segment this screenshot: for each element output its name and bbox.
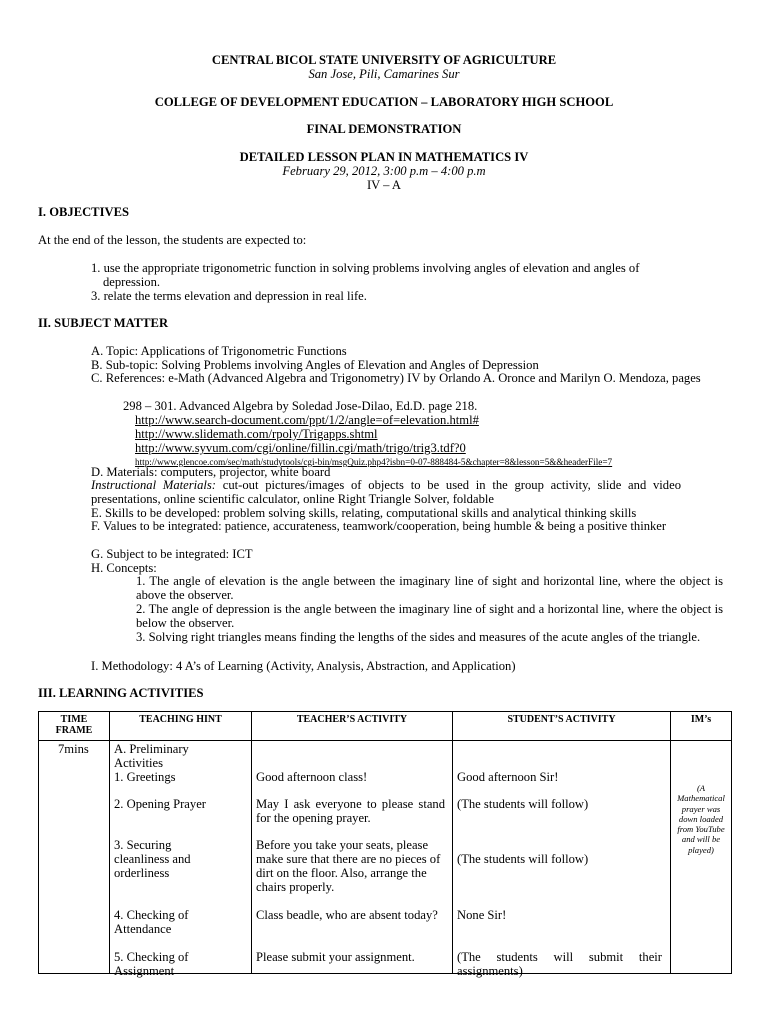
time-frame-cell [39,741,110,974]
lesson-plan-title: DETAILED LESSON PLAN IN MATHEMATICS IV [239,150,529,164]
column-header: STUDENT’S ACTIVITY [453,712,671,741]
references: C. References: e-Math (Advanced Algebra and Trigonometry) IV by Orlando A. Oronce and Marilyn O. Mendoza, pages [91,371,701,385]
university-location: San Jose, Pili, Camarines Sur [308,67,460,81]
student-activity: (The students will submit their assignments) [457,950,662,978]
teaching-hint: A. Preliminary Activities [114,742,189,770]
teaching-hint: 2. Opening Prayer [114,797,206,811]
materials: D. Materials: computers, projector, white board [91,465,331,479]
learning-activities-table [38,711,732,978]
reference-pages: 298 – 301. Advanced Algebra by Soledad Jose-Dilao, Ed.D. page 218. [123,399,478,413]
student-activity: None Sir! [457,908,507,922]
concept-2: 2. The angle of depression is the angle between the imaginary line of sight and a horizontal line, where the object is below the observer. [136,602,723,630]
instructional-materials-text: cut-out pictures/images of objects to be used in the group activity, slide and video presentations, online scientific calculator, online Right Triangle Solver, foldable [91,478,681,506]
ims-cell [671,741,732,974]
column-header: TEACHER’S ACTIVITY [252,712,453,741]
teacher-activity: Class beadle, who are absent today? [256,908,438,922]
learning-activities-heading: III. LEARNING ACTIVITIES [38,686,204,700]
concepts-heading: H. Concepts: [91,561,157,575]
teacher-activity: May I ask everyone to please stand for the opening prayer. [256,797,445,825]
column-header: TIME FRAME [39,712,110,741]
student-activity: (The students will follow) [457,797,589,811]
teacher-activity-cell [252,741,453,974]
reference-link-1[interactable]: http://www.search-document.com/ppt/1/2/angle=of=elevation.html# [135,413,479,427]
teaching-hint: 4. Checking of Attendance [114,908,189,936]
objective-item-1: 1. use the appropriate trigonometric function in solving problems involving angles of elevation and angles of [91,261,640,275]
student-activity-cell [453,741,671,978]
reference-link-2[interactable]: http://www.slidemath.com/rpoly/Trigapps.shtml [135,427,378,441]
column-header: IM’s [671,712,732,741]
sub-topic: B. Sub-topic: Solving Problems involving Angles of Elevation and Angles of Depression [91,358,539,372]
subject-matter-heading: II. SUBJECT MATTER [38,316,169,330]
objective-item-3: 3. relate the terms elevation and depression in real life. [91,289,367,303]
topic: A. Topic: Applications of Trigonometric Functions [91,344,347,358]
reference-link-4[interactable]: http://www.glencoe.com/sec/math/studytools/cgi-bin/msgQuiz.php4?isbn=0-07-888484-5&chapter=8&lesson=5&&headerFile=7 [135,457,613,467]
values: F. Values to be integrated: patience, accurateness, teamwork/cooperation, being humble & being a positive thinker [91,519,667,533]
teacher-activity: Good afternoon class! [256,770,368,784]
university-name: CENTRAL BICOL STATE UNIVERSITY OF AGRICULTURE [211,53,557,67]
objectives-heading: I. OBJECTIVES [38,205,129,219]
teaching-hint: 1. Greetings [114,770,176,784]
teaching-hint: 5. Checking of Assignment [114,950,189,978]
ims-note: (A Mathematical prayer was down loaded from YouTube and will be played) [677,783,725,855]
demonstration-title: FINAL DEMONSTRATION [306,122,462,136]
class-section: IV – A [366,178,402,192]
methodology: I. Methodology: 4 A’s of Learning (Activity, Analysis, Abstraction, and Application) [91,659,516,673]
skills: E. Skills to be developed: problem solving skills, relating, computational skills and analytical thinking skills [91,506,637,520]
teacher-activity: Please submit your assignment. [256,950,415,964]
college-name: COLLEGE OF DEVELOPMENT EDUCATION – LABORATORY HIGH SCHOOL [154,95,614,109]
objective-item-1-continued: depression. [103,275,161,289]
concept-1: 1. The angle of elevation is the angle between the imaginary line of sight and horizontal line, where the object is above the observer. [136,574,723,602]
student-activity: Good afternoon Sir! [457,770,559,784]
lesson-date: February 29, 2012, 3:00 p.m – 4:00 p.m [282,164,486,178]
teacher-activity: Before you take your seats, please make sure that there are no pieces of dirt on the floor. Also, arrange the chairs properly. [256,838,441,894]
student-activity: (The students will follow) [457,852,589,866]
reference-link-3[interactable]: http://www.syvum.com/cgi/online/fillin.cgi/math/trigo/trig3.tdf?0 [135,441,466,455]
table-row [39,741,732,974]
subject-integrated: G. Subject to be integrated: ICT [91,547,253,561]
teaching-hint: 3. Securing cleanliness and orderliness [114,838,191,880]
column-header: TEACHING HINT [110,712,252,741]
time-frame-value: 7mins [58,742,89,756]
instructional-materials [91,479,681,506]
instructional-materials-label: Instructional Materials: [91,478,216,492]
table-header-row [39,712,732,741]
concept-3: 3. Solving right triangles means finding the lengths of the sides and measures of the acute angles of the triangle. [136,630,701,644]
objectives-intro: At the end of the lesson, the students are expected to: [38,233,307,247]
teaching-hint-cell [110,741,252,978]
